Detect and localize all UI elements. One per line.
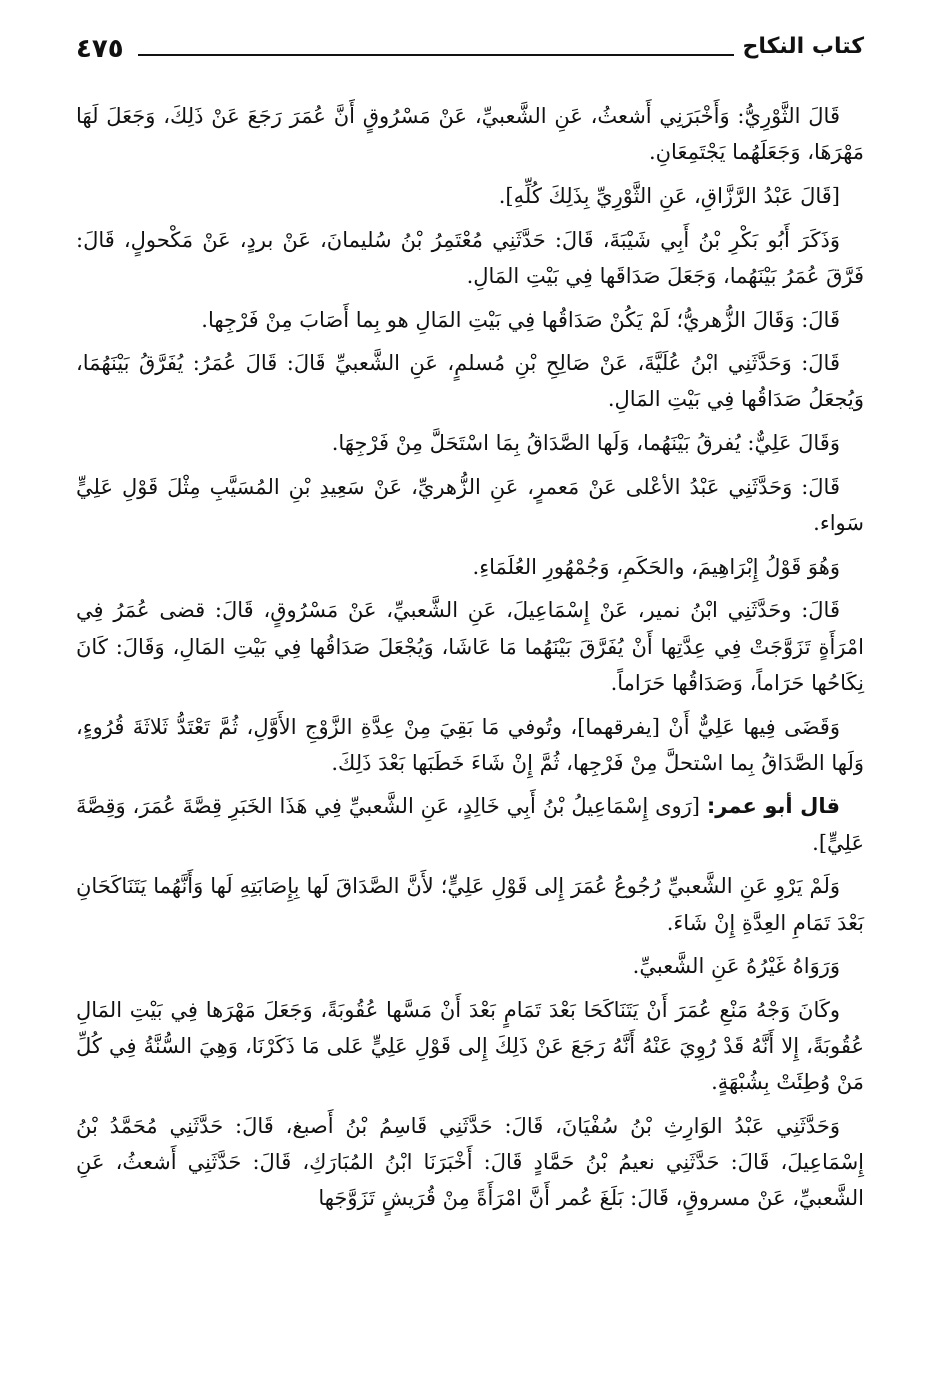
paragraph-text: وَلَمْ يَرْوِ عَنِ الشَّعبيِّ رُجُوعُ عُمَرَ إِلى قَوْلِ عَلِيٍّ؛ لأَنَّ الصَّدَاقَ لَها بِإِصَابَتِهِ لَها وَأَنَّهُما يَتَنَاكَحَانِ بَعْدَ تَمَامِ العِدَّةِ إِنْ شَاءَ. (76, 874, 864, 935)
header-rule (138, 54, 734, 56)
paragraph-text: قَالَ: وحَدَّثَنِي ابْنُ نمير، عَنْ إِسْمَاعِيلَ، عَنِ الشَّعبيِّ، عَنْ مَسْرُوقٍ، قَالَ: قضى عُمَرُ فِي امْرَأَةٍ تَزَوَّجَتْ فِي عِدَّتِها أَنْ يُفَرَّقَ بَيْنَهُما مَا عَاشَا، وَيُجْعَلَ صَدَاقُها فِي بَيْتِ المَالِ، وَقَالَ: كَانَ نِكَاحُها حَرَاماً، وَصَدَاقُها حَرَاماً. (76, 598, 865, 695)
paragraph-13 (76, 948, 864, 984)
paragraph-7 (76, 469, 864, 541)
paragraph-12 (76, 868, 864, 940)
paragraph-text: وكَانَ وَجْهُ مَنْعِ عُمَرَ أَنْ يَتَنَاكَحَا بَعْدَ تَمَامٍ بَعْدَ أَنْ مَسَّها عُقُوبَةً، وَجَعَلَ مَهْرَها فِي بَيْتِ المَالِ عُقُوبَةً، إِلا أَنَّهُ قَدْ رُوِيَ عَنْهُ أَنَّهُ رَجَعَ عَنْ ذَلِكَ إِلى قَوْلِ عَلِيٍّ عَلى مَا ذَكَرْنَا، وَهِيَ السُّنَّةُ فِي كُلِّ مَنْ وُطِئَتْ بِشُبْهَةٍ. (76, 997, 864, 1095)
paragraph-11 (76, 788, 864, 860)
paragraph-1 (76, 98, 864, 170)
paragraph-6 (76, 425, 864, 461)
paragraph-14 (76, 992, 864, 1101)
paragraph-text: وَذَكَرَ أَبُو بَكْرِ بْنُ أَبِي شَيْبَةَ، قَالَ: حَدَّثَنِي مُعْتَمِرُ بْنُ سُليمانَ، عَنْ بردٍ، عَنْ مَكْحولٍ، قَالَ: فَرَّقَ عُمَرُ بَيْنَهُما، وَجَعَلَ صَدَاقَها فِي بَيْتِ المَالِ. (76, 227, 864, 288)
paragraph-text: قَالَ الثَّوْرِيُّ: وَأَخْبَرَنِي أَشعثُ، عَنِ الشَّعبيِّ، عَنْ مَسْرُوقٍ أَنَّ عُمَرَ رَجَعَ عَنْ ذَلِكَ، وَجَعَلَ لَهَا مَهْرَهَا، وَجَعَلَهُما يَجْتَمِعَانِ. (76, 104, 864, 165)
page-header (76, 28, 864, 68)
paragraph-lead: قال أبو عمر: (706, 794, 840, 819)
paragraph-text: [رَوى إِسْمَاعِيلُ بْنُ أَبِي خَالِدٍ، عَنِ الشَّعبيِّ فِي هَذَا الخَبَرِ قِصَّةَ عُمَرَ، وَقِصَّةَ عَلِيٍّ]. (76, 794, 864, 855)
paragraph-text: قَالَ: وَقَالَ الزُّهريُّ؛ لَمْ يَكُنْ صَدَاقُها فِي بَيْتِ المَالِ هو بِما أَصَابَ مِنْ فَرْجِها. (201, 307, 840, 332)
book-title: كتاب النكاح (742, 34, 864, 59)
paragraph-15 (76, 1108, 864, 1217)
paragraph-text: وَحَدَّثَنِي عَبْدُ الوَارِثِ بْنُ سُفْيَانَ، قَالَ: حَدَّثَنِي قَاسِمُ بْنُ أَصبغ، قَالَ: حَدَّثَنِي مُحَمَّدُ بْنُ إِسْمَاعِيلَ، قَالَ: حَدَّثَنِي نعيمُ بْنُ حَمَّادٍ قَالَ: أَخْبَرَنَا ابْنُ المُبَارَكِ، قَالَ: حَدَّثَنِي أَشعثُ، عَنِ الشَّعبيِّ، عَنْ مسروقٍ، قَالَ: بَلَغَ عُمر أَنَّ امْرَأَةً مِنْ قُرَيشٍ تَزَوَّجَها (76, 1114, 864, 1211)
page-number: ٤٧٥ (76, 34, 124, 64)
paragraph-text: وَقَالَ عَلِيٌّ: يُفرقُ بَيْنَهُما، وَلَها الصَّدَاقُ بِمَا اسْتَحَلَّ مِنْ فَرْجِهَا. (331, 431, 840, 456)
paragraph-text: قَالَ: وَحَدَّثَنِي عَبْدُ الأعْلى عَنْ مَعمرٍ، عَنِ الزُّهريِّ، عَنْ سَعِيدِ بْنِ المُسَيَّبِ مِثْلَ قَوْلِ عَلِيٍّ سَواء. (76, 474, 864, 536)
paragraph-4 (76, 302, 864, 338)
paragraph-text: وَرَوَاهُ غَيْرُهُ عَنِ الشَّعبيِّ. (632, 954, 840, 979)
paragraph-text: وَهُوَ قَوْلُ إِبْرَاهِيمَ، والحَكَمِ، وَجُمْهُورِ العُلَمَاءِ. (472, 554, 840, 579)
paragraph-8 (76, 549, 864, 585)
paragraph-text: وَقَضَى فِيها عَلِيٌّ أَنْ [يفرقهما]، وتُوفي مَا بَقِيَ مِنْ عِدَّةِ الزَّوْجِ الأَوَّلِ، ثُمَّ تَعْتَدُّ ثَلاثَةَ قُرُوءٍ، وَلَها الصَّدَاقُ بِما اسْتحلَّ مِنْ فَرْجِها، ثُمَّ إِنْ شَاءَ خَطَبَها بَعْدَ ذَلِكَ. (76, 714, 864, 775)
paragraph-5 (76, 345, 864, 417)
page-body (76, 98, 864, 1224)
paragraph-text: [قَالَ عَبْدُ الرَّزَّاقِ، عَنِ الثَّوْرِيِّ بِذَلِكَ كُلِّهِ]. (498, 183, 840, 208)
paragraph-2 (76, 178, 864, 214)
paragraph-text: قَالَ: وَحَدَّثَنِي ابْنُ عُلَيَّةَ، عَنْ صَالِحِ بْنِ مُسلمٍ، عَنِ الشَّعبيِّ قَالَ: قَالَ عُمَرُ: يُفَرَّقُ بَيْنَهُمَا، وَيُجعَلُ صَدَاقُها فِي بَيْتِ المَالِ. (76, 351, 864, 412)
paragraph-3 (76, 222, 864, 294)
paragraph-9 (76, 592, 864, 701)
paragraph-10 (76, 709, 864, 781)
